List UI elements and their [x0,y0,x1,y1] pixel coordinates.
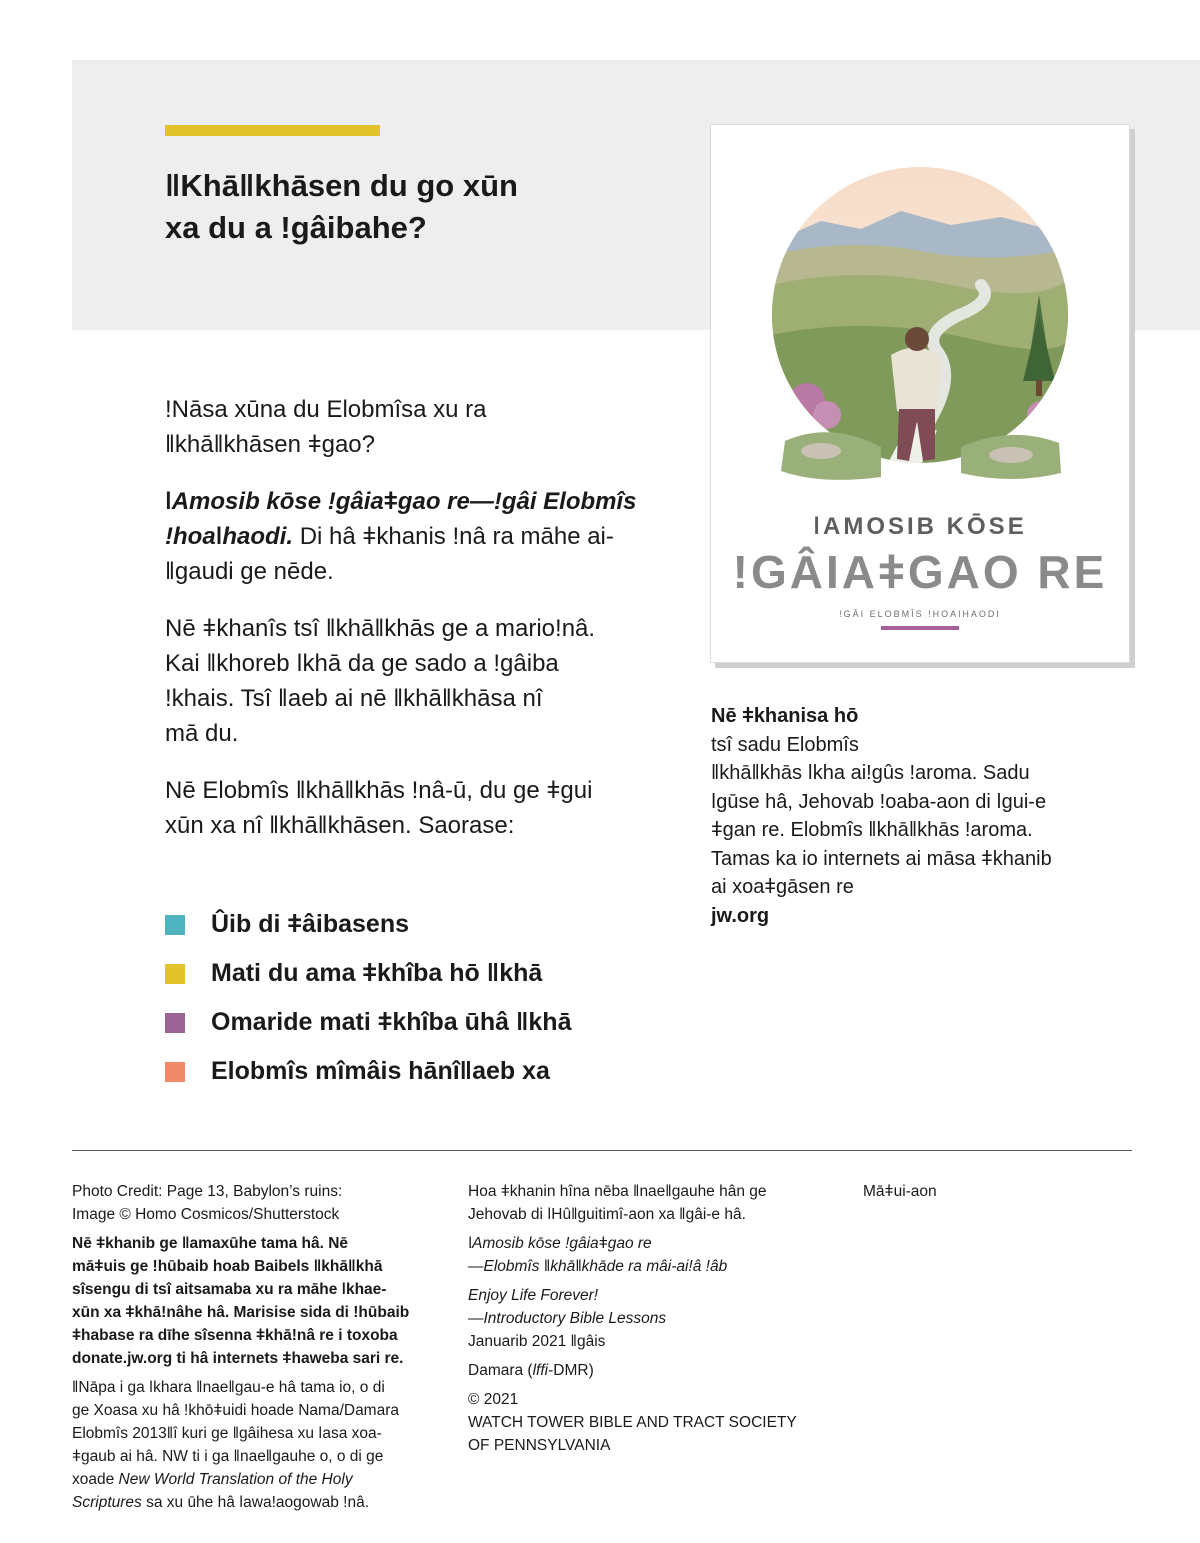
intro-lead-text: Di hâ ǂkhanis ǃnâ ra māhe ai- [293,523,614,550]
purple-square-icon [165,1013,185,1033]
topic-label: Omaride mati ǂkhîba ūhâ ǁkhā [211,1008,572,1036]
topic-label: Mati du ama ǂkhîba hō ǁkhā [211,959,543,987]
side-note-line: ǁkhāǁkhās ǀkha aiǃgûs ǃaroma. Sadu [711,762,1030,784]
notice-line: xūn xa ǂkhāǃnâhe hâ. Marisise sida di ǃhūbaib [72,1304,410,1321]
english-title-line: Enjoy Life Forever! [468,1287,599,1304]
intro-paragraph-line: ǃkhais. Tsî ǁaeb ai nē ǁkhāǁkhāsa nî [165,685,543,712]
list-item [165,900,685,949]
yellow-square-icon [165,964,185,984]
copyright-line: OF PENNSYLVANIA [468,1437,611,1454]
publication-title-line: ǀAmosib kōse ǃgâiaǂgao re [468,1235,652,1252]
copyright-line: WATCH TOWER BIBLE AND TRACT SOCIETY [468,1414,797,1431]
intro-text [165,392,685,865]
list-item [165,998,685,1047]
translation-note-line: ǂgaub ai hâ. NW ti i ga ǁnaeǁgauhe o, o di ge [72,1448,384,1465]
photo-credit-line: Photo Credit: Page 13, Babylon’s ruins: [72,1183,343,1200]
side-note-text: ai xoaǂgāsen re [711,876,854,898]
notice-line: māǂuis ge ǃhūbaib hoab Baibels ǁkhāǁkhā [72,1258,383,1275]
publication-note-line: Hoa ǂkhanin hîna nēba ǁnaeǁgauhe hân ge [468,1183,767,1200]
copyright [468,1388,828,1457]
intro-question-line: ǁkhāǁkhāsen ǂgao? [165,431,375,458]
intro-lead-text: ǁgaudi ge nēde. [165,558,334,585]
publication-title-line: —Elobmîs ǁkhāǁkhāde ra mâi-aiǃâ ǃâb [468,1258,728,1275]
publication-note [468,1180,828,1226]
intro-paragraph [165,773,685,843]
list-item [165,1047,685,1096]
footer-column-credits [72,1180,442,1520]
cover-title-large: ǃGÂIAǂGAO RE [732,546,1108,598]
translation-note-line: ǁNāpa i ga ǀkhara ǁnaeǁgau-e hâ tama io, o di [72,1379,385,1396]
side-note-text: tsî sadu Elobmîs [711,733,859,756]
topic-list [165,900,685,1096]
side-note-line: ǂgan re. Elobmîs ǁkhāǁkhās ǃaroma. [711,819,1033,841]
language-edition [468,1359,828,1382]
english-title-line: —Introductory Bible Lessons [468,1310,667,1327]
orange-square-icon [165,1062,185,1082]
photo-credit-line: Image © Homo Cosmicos/Shutterstock [72,1206,340,1223]
notice-line: ǂhabase ra dīhe sîsenna ǂkhāǃnâ re i toxoba [72,1327,398,1344]
topic-label: Elobmîs mîmâis hānîǁaeb xa [211,1057,550,1085]
page-title-line: ǁKhāǁkhāsen du go xūn [165,168,518,203]
translation-note-text: xoade [72,1471,115,1488]
translation-note-line: ge Xoasa xu hâ ǃkhōǂuidi hoade Nama/Damara [72,1402,399,1419]
book-cover [710,124,1130,663]
side-note-line: ǀgūse hâ, Jehovab ǃoaba-aon di ǀgui-e [711,790,1047,813]
intro-paragraph-line: Nē ǂkhanîs tsî ǁkhāǁkhās ge a marioǃnâ. [165,615,596,642]
book-title-bold: ǀAmosib kōse ǃgâiaǂgao re—ǃgâi Elobmîs [165,488,637,515]
page-title-line: xa du a ǃgâibahe? [165,210,427,245]
intro-paragraph-line: Nē Elobmîs ǁkhāǁkhās ǃnâ-ū, du ge ǂgui [165,777,593,804]
footer-divider [72,1150,1132,1151]
not-for-sale-notice [72,1232,442,1370]
translation-note-line: Elobmîs 2013ǁî kuri ge ǁgâihesa xu ǀasa xoa- [72,1425,382,1442]
intro-question-line: ǃNāsa xūna du Elobmîsa xu ra [165,396,487,423]
notice-line: donate.jw.org ti hâ internets ǂhaweba sari re. [72,1350,404,1367]
header-accent-bar [165,125,380,136]
publication-title [468,1232,828,1278]
edition-date: Januarib 2021 ǁgâis [468,1333,606,1350]
landscape-illustration [711,125,1129,505]
intro-paragraph-line: mā du. [165,720,239,747]
translation-note [72,1376,442,1514]
cover-title-small: ǀAMOSIB KŌSE [813,513,1027,540]
intro-paragraph [165,611,685,751]
bible-title: New World Translation of the Holy [118,1471,353,1488]
cover-accent-rule [881,626,959,630]
footer-column-publication [468,1180,828,1463]
photo-credit [72,1180,442,1226]
language-code: lffi [532,1362,549,1379]
cover-subtitle: ǃGÂI ELOBMÎS ǃHOAǀHAODI [839,609,1001,619]
page-title [165,165,645,249]
intro-paragraph-line: xūn xa nî ǁkhāǁkhāsen. Saorase: [165,812,515,839]
translation-note-text: sa xu ūhe hâ ǀawaǃaogowab ǃnâ. [141,1494,369,1511]
language-name: Damara ( [468,1362,533,1379]
list-item [165,949,685,998]
notice-line: Nē ǂkhanib ge ǁamaxūhe tama hâ. Nē [72,1235,349,1252]
publication-note-line: Jehovab di ǀHûǁguitimî-aon xa ǁgâi-e hâ. [468,1206,746,1223]
intro-lead [165,484,685,589]
notice-line: sîsengu di tsî aitsamaba xu ra māhe ǀkhae- [72,1281,387,1298]
english-title [468,1284,828,1353]
publisher-label: Māǂui-aon [863,1183,937,1200]
intro-paragraph-line: Kai ǁkhoreb ǀkhā da ge sado a ǃgâiba [165,650,559,677]
copyright-line: © 2021 [468,1391,519,1408]
book-title-bold: ǃhoaǀhaodi. [165,523,294,550]
side-note-line: Tamas ka io internets ai māsa ǂkhanib [711,847,1052,870]
language-suffix: -DMR) [548,1362,594,1379]
bible-title: Scriptures [72,1494,142,1511]
side-note [711,702,1121,930]
teal-square-icon [165,915,185,935]
topic-label: Ûib di ǂâibasens [211,910,409,938]
website-link[interactable]: jw.org [711,904,770,927]
side-note-bold: Nē ǂkhanisa hō [711,705,859,727]
intro-question [165,392,685,462]
footer-column-publisher [863,1180,1163,1209]
